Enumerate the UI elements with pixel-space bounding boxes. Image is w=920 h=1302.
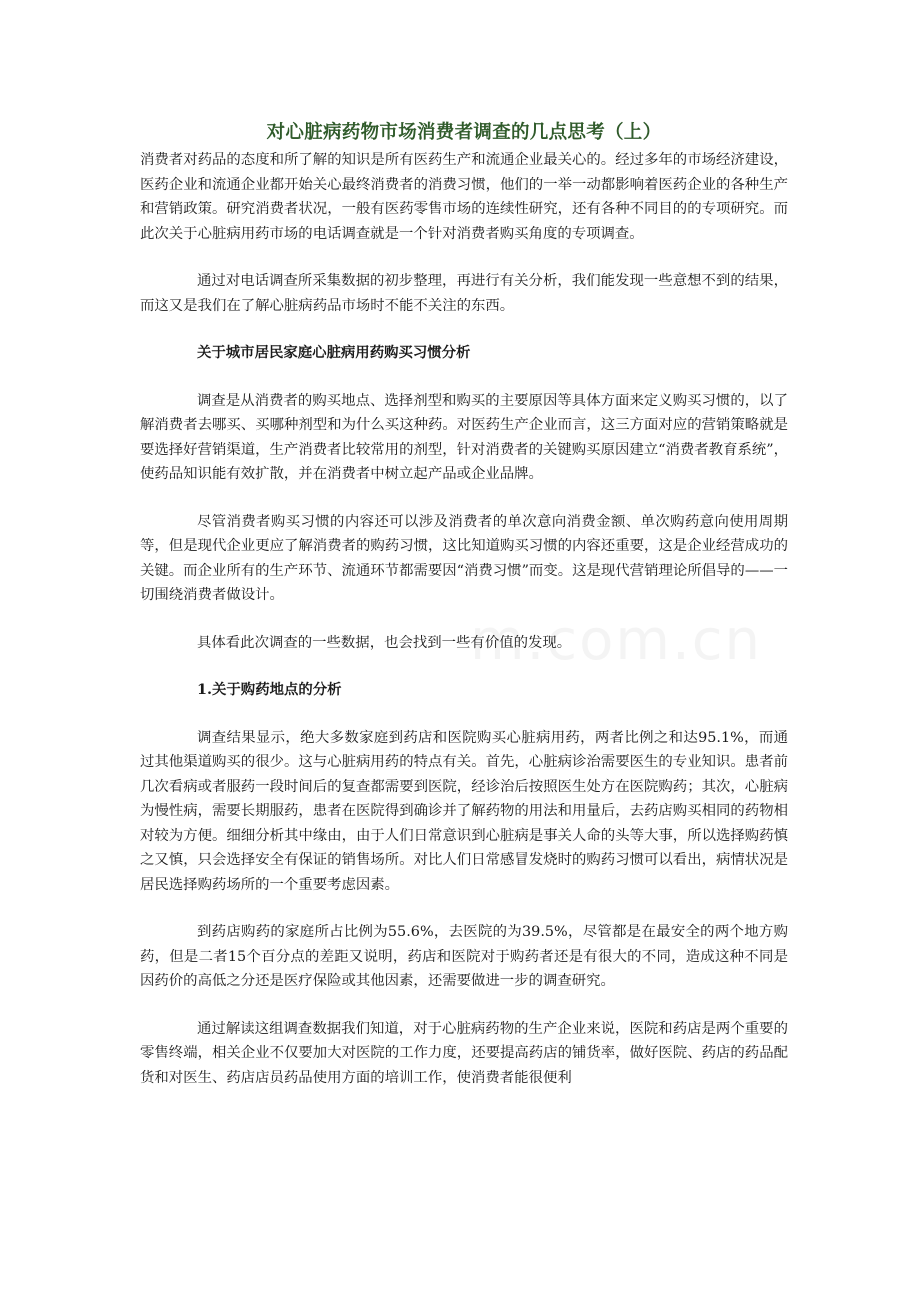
paragraph-data-intro: 具体看此次调查的一些数据，也会找到一些有价值的发现。: [197, 634, 572, 651]
paragraph-findings: 通过对电话调查所采集数据的初步整理，再进行有关分析，我们能发现一些意想不到的结果，而这又是我们在了解心脏病药品市场时不能不关注的东西。: [140, 273, 788, 314]
section-heading-habits: 关于城市居民家庭心脏病用药购买习惯分析: [197, 344, 471, 361]
document-title: 对心脏病药物市场消费者调查的几点思考（上）: [266, 122, 662, 143]
document-page: [140, 118, 788, 1113]
watermark: m.com.cn: [470, 608, 763, 673]
section-heading-location: 1.关于购药地点的分析: [197, 681, 342, 698]
paragraph-conclusion: 通过解读这组调查数据我们知道，对于心脏病药物的生产企业来说，医院和药店是两个重要的零售终端，相关企业不仅要加大对医院的工作力度，还要提高药店的铺货率，做好医院、药店的药品配货和对医生、药店店员药品使用方面的培训工作，使消费者能很便利: [140, 1020, 788, 1086]
paragraph-survey-definition: 调查是从消费者的购买地点、选择剂型和购买的主要原因等具体方面来定义购买习惯的，以了解消费者去哪买、买哪种剂型和为什么买这种药。对医药生产企业而言，这三方面对应的营销策略就是要选择好营销渠道，生产消费者比较常用的剂型，针对消费者的关键购买原因建立“消费者教育系统”，使药品知识能有效扩散，并在消费者中树立起产品或企业品牌。: [140, 392, 788, 482]
paragraph-pharmacy-ratio: 到药店购药的家庭所占比例为55.6%，去医院的为39.5%，尽管都是在最安全的两个地方购药，但是二者15个百分点的差距又说明，药店和医院对于购药者还是有很大的不同，造成这种不同是因药价的高低之分还是医疗保险或其他因素，还需要做进一步的调查研究。: [140, 924, 788, 989]
paragraph-intro: 消费者对药品的态度和所了解的知识是所有医药生产和流通企业最关心的。经过多年的市场经济建设，医药企业和流通企业都开始关心最终消费者的消费习惯，他们的一举一动都影响着医药企业的各种生产和营销政策。研究消费者状况，一般有医药零售市场的连续性研究，还有各种不同目的的专项研究。而此次关于心脏病用药市场的电话调查就是一个针对消费者购买角度的专项调查。: [140, 152, 788, 242]
paragraph-location-results: 调查结果显示，绝大多数家庭到药店和医院购买心脏病用药，两者比例之和达95.1%，而通过其他渠道购买的很少。这与心脏病用药的特点有关。首先，心脏病诊治需要医生的专业知识。患者前几次看病或者服药一段时间后的复查都需要到医院，经诊治后按照医生处方在医院购药；其次，心脏病为慢性病，需要长期服药，患者在医院得到确诊并了解药物的用法和用量后，去药店购买相同的药物相对较为方便。细细分析其中缘由，由于人们日常意识到心脏病是事关人命的头等大事，所以选择购药慎之又慎，只会选择安全有保证的销售场所。对比人们日常感冒发烧时的购药习惯可以看出，病情状况是居民选择购药场所的一个重要考虑因素。: [140, 729, 788, 893]
paragraph-purchase-habits: 尽管消费者购买习惯的内容还可以涉及消费者的单次意向消费金额、单次购药意向使用周期等，但是现代企业更应了解消费者的购药习惯，这比知道购买习惯的内容还重要，这是企业经营成功的关键。而企业所有的生产环节、流通环节都需要因“消费习惯”而变。这是现代营销理论所倡导的——一切围绕消费者做设计。: [140, 513, 788, 603]
